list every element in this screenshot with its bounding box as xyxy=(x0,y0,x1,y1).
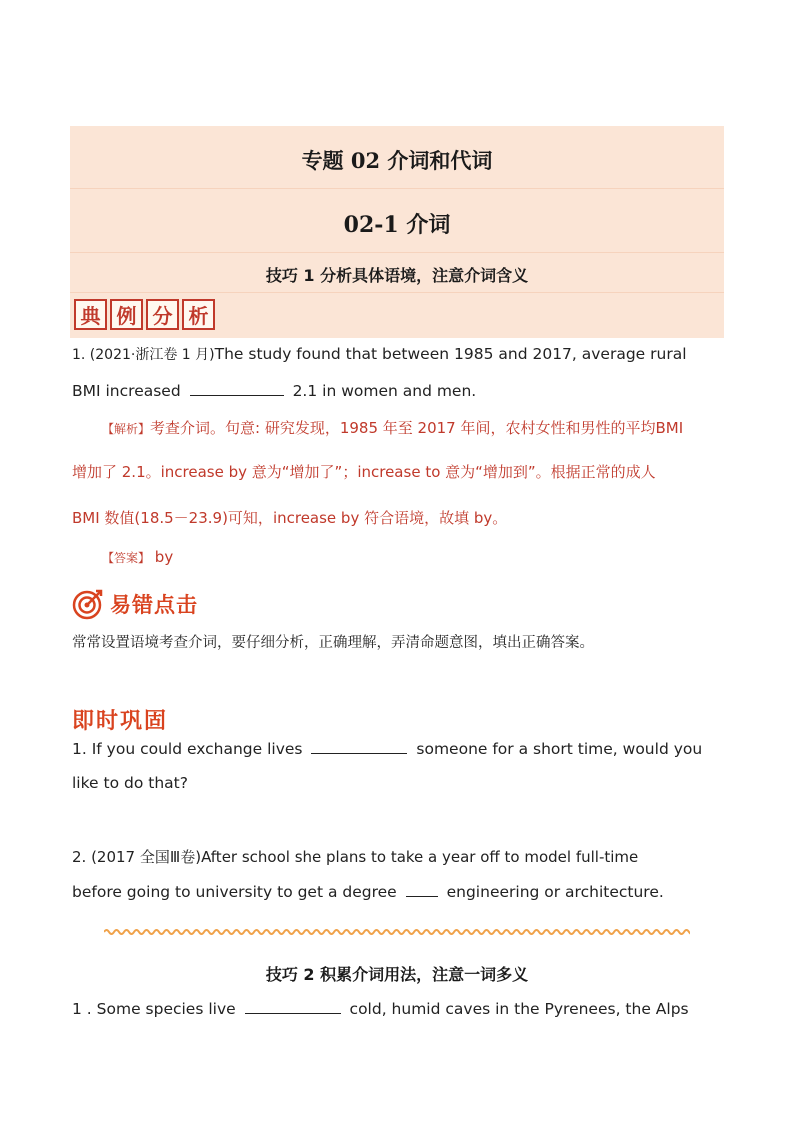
question-text: 1. If you could exchange lives xyxy=(72,740,303,758)
question-text: someone for a short time, would you xyxy=(416,740,703,758)
band-divider xyxy=(70,188,724,189)
skill-1-title: 技巧 1 分析具体语境，注意介词含义 xyxy=(265,266,529,285)
question-text: 2.1 in women and men. xyxy=(292,382,477,400)
analysis-text: 考查介词。句意: 研究发现， xyxy=(150,419,340,437)
skill-2-title: 技巧 2 积累介词用法，注意一词多义 xyxy=(265,965,529,984)
badge-char: 典 xyxy=(74,299,107,330)
answer-blank[interactable] xyxy=(190,394,284,396)
question-text: BMI increased xyxy=(72,382,181,400)
skill2-q1-line1 xyxy=(72,1000,689,1018)
analysis-text: BMI 数值(18.5－23.9)可知， xyxy=(72,509,273,527)
answer-blank[interactable] xyxy=(245,1012,341,1014)
example-question-line2 xyxy=(72,382,476,400)
analysis-line2 xyxy=(72,461,656,482)
example-analysis-badge xyxy=(74,299,215,330)
analysis-text: 增加了 2.1。 xyxy=(72,463,161,481)
analysis-tag: 【解析】 xyxy=(102,422,151,436)
question-text: cold, humid caves in the Pyrenees, the Alps xyxy=(349,1000,689,1018)
practice-q2-line1: 2. (2017 全国Ⅲ卷)After school she plans to take a year off to model full-time xyxy=(72,848,639,866)
practice-heading: 即时巩固 xyxy=(72,708,169,734)
question-text: The study found that between 1985 and 2017, average rural xyxy=(214,345,687,363)
error-tip-heading-row xyxy=(72,588,198,620)
band-divider xyxy=(70,292,724,293)
practice-q2-line2 xyxy=(72,883,664,901)
answer-value: by xyxy=(154,548,174,566)
practice-q1-line2: like to do that? xyxy=(72,774,188,792)
answer-blank[interactable] xyxy=(406,895,438,897)
analysis-text: 1985 年至 2017 年间，农村女性和男性的平均BMI xyxy=(339,419,684,437)
badge-char: 例 xyxy=(110,299,143,330)
question-source: 1. (2021·浙江卷 1 月) xyxy=(72,347,215,363)
question-text: 1 . Some species live xyxy=(72,1000,236,1018)
answer-line xyxy=(102,548,173,566)
badge-char: 析 xyxy=(182,299,215,330)
answer-blank[interactable] xyxy=(311,752,407,754)
wavy-divider xyxy=(104,926,690,938)
practice-q1-line1 xyxy=(72,740,702,758)
answer-tag: 【答案】 xyxy=(102,551,151,565)
example-question-line1 xyxy=(72,344,687,364)
badge-char: 分 xyxy=(146,299,179,330)
analysis-text: increase by 意为“增加了”；increase to 意为“增加到”。根据正常的成人 xyxy=(160,463,656,481)
section-title: 02-1 介词 xyxy=(343,212,451,238)
question-text: before going to university to get a degree xyxy=(72,883,397,901)
error-tip-text: 常常设置语境考查介词，要仔细分析，正确理解，弄清命题意图，填出正确答案。 xyxy=(72,635,594,651)
analysis-text: increase by 符合语境，故填 by。 xyxy=(272,509,508,527)
question-text: engineering or architecture. xyxy=(446,883,664,901)
error-tip-heading: 易错点击 xyxy=(110,592,198,617)
topic-title: 专题 02 介词和代词 xyxy=(301,148,493,173)
band-divider xyxy=(70,252,724,253)
analysis-line1 xyxy=(102,417,683,438)
target-icon xyxy=(72,588,104,620)
analysis-line3 xyxy=(72,507,507,528)
